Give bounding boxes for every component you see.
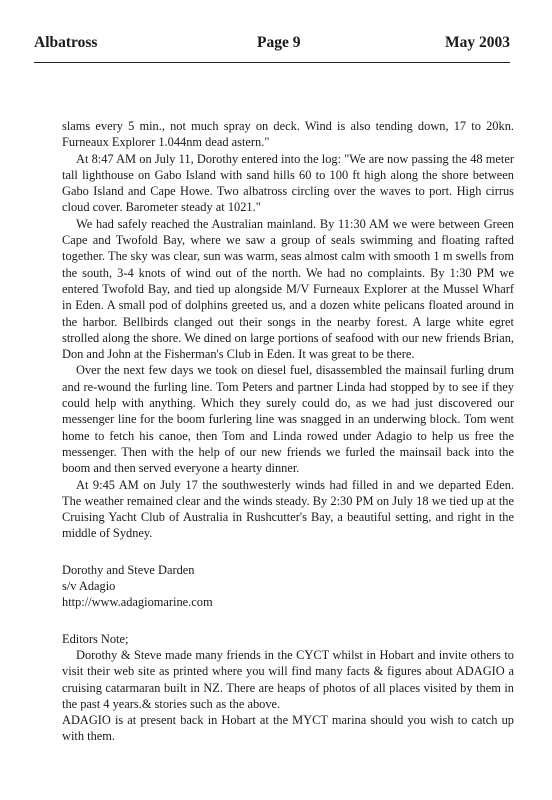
editors-note-body: Dorothy & Steve made many friends in the CYCT whilst in Hobart and invite others to visit their web site as printed where you will find many facts & figures about ADAGIO a cruising catarmaran built in NZ. There are heaps of photos of all places visited by them in the past 4 years.& stories such as the above. [62, 647, 514, 711]
newsletter-title: Albatross [34, 34, 98, 51]
paragraph: Over the next few days we took on diesel fuel, disassembled the mainsail furling drum and re-wound the furling line. Tom Peters and partner Linda had stopped by to see if they could help with anything. Which they surely could do, as we had just discovered our messenger line for the boom furlering line was snagged in an underwing block. Tom went home to fetch his canoe, then Tom and Linda rowed under Adagio to help us free the messenger. Then with the help of our new friends we furled the mainsail back into the boom and then served everyone a hearty dinner. [62, 363, 514, 476]
page-number: Page 9 [257, 34, 301, 51]
paragraph: slams every 5 min., not much spray on deck. Wind is also tending down, 17 to 20kn. Furneaux Explorer 1.044nm dead astern." [62, 119, 514, 150]
editors-note-heading: Editors Note; [62, 631, 129, 646]
editors-note [62, 631, 514, 745]
page-header [34, 32, 510, 63]
website-link[interactable]: http://www.adagiomarine.com [62, 595, 213, 610]
article-body [62, 118, 514, 745]
author-names: Dorothy and Steve Darden [62, 562, 195, 577]
paragraph: At 9:45 AM on July 17 the southwesterly winds had filled in and we departed Eden. The weather remained clear and the winds steady. By 2:30 PM on July 18 we tied up at the Cruising Yacht Club of Australia in Rushcutter's Bay, a beautiful setting, and right in the middle of Sydney. [62, 477, 514, 541]
editors-note-closing: ADAGIO is at present back in Hobart at the MYCT marina should you wish to catch up with them. [62, 713, 514, 744]
paragraph: We had safely reached the Australian mainland. By 11:30 AM we were between Green Cape and Twofold Bay, where we saw a group of seals swimming and floating rafted together. The sky was clear, sun was warm, seas almost calm with smooth 1 m swells from the south, 3-4 knots of wind out of the north. We had no complaints. By 1:30 PM we entered Twofold Bay, and tied up alongside M/V Furneaux Explorer at the Mussel Wharf in Eden. A small pod of dolphins greeted us, and a dozen white pelicans floated around in the harbor. Bellbirds clanged out their songs in the nearby forest. A large white egret strolled along the shore. We dined on large portions of seafood with our new friends Brian, Don and John at the Fisherman's Club in Eden. It was great to be there. [62, 216, 514, 362]
vessel-name: s/v Adagio [62, 579, 116, 594]
signature-block [62, 562, 514, 611]
paragraph: At 8:47 AM on July 11, Dorothy entered into the log: "We are now passing the 48 meter tall lighthouse on Gabo Island with sand hills 60 to 100 ft high along the shore between Gabo Island and Cape Howe. Two albatross circling over the waves to port. High cirrus cloud cover. Barometer steady at 1021." [62, 151, 514, 215]
issue-date: May 2003 [444, 34, 510, 51]
